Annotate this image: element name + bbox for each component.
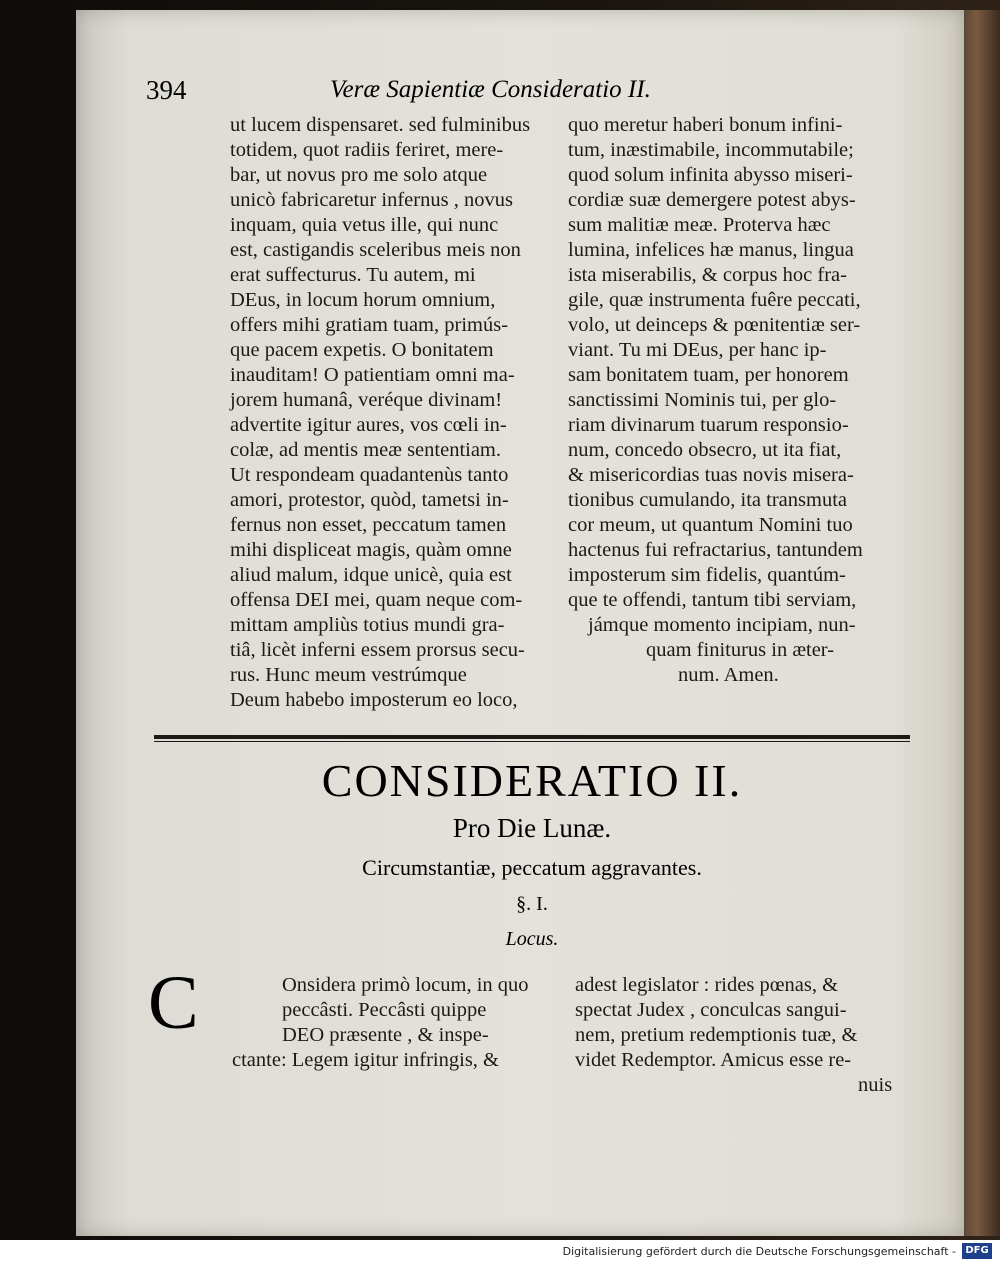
text-line: inauditam! O patientiam omni ma- bbox=[230, 364, 515, 386]
footer-credit: Digitalisierung gefördert durch die Deutsche Forschungsgemeinschaft - bbox=[562, 1245, 956, 1258]
text-line: mihi displiceat magis, quàm omne bbox=[230, 539, 512, 561]
dfg-logo: DFG bbox=[962, 1243, 992, 1259]
text-line: spectat Judex , conculcas sangui- bbox=[575, 999, 847, 1021]
text-line: mittam ampliùs totius mundi gra- bbox=[230, 614, 505, 636]
text-line: tionibus cumulando, ita transmuta bbox=[568, 489, 847, 511]
text-line: Deum habebo imposterum eo loco, bbox=[230, 689, 518, 711]
section-subtitle: Pro Die Lunæ. bbox=[452, 813, 612, 843]
text-line: tiâ, licèt inferni essem prorsus secu- bbox=[230, 639, 525, 661]
text-line: volo, ut deinceps & pœnitentiæ ser- bbox=[568, 314, 861, 336]
text-line: sanctissimi Nominis tui, per glo- bbox=[568, 389, 837, 411]
text-line: tum, inæstimabile, incommutabile; bbox=[568, 139, 854, 161]
text-line: DEus, in locum horum omnium, bbox=[230, 289, 496, 311]
text-line: nem, pretium redemptionis tuæ, & bbox=[575, 1024, 858, 1046]
text-line: DEO præsente , & inspe- bbox=[282, 1024, 489, 1046]
text-line: lumina, infelices hæ manus, lingua bbox=[568, 239, 854, 261]
text-line: viant. Tu mi DEus, per hanc ip- bbox=[568, 339, 827, 361]
text-line: ista miserabilis, & corpus hoc fra- bbox=[568, 264, 847, 286]
text-line: gile, quæ instrumenta fuêre peccati, bbox=[568, 289, 861, 311]
text-line: unicò fabricaretur infernus , novus bbox=[230, 189, 513, 211]
text-line: amori, protestor, quòd, tametsi in- bbox=[230, 489, 509, 511]
text-line: sum malitiæ meæ. Proterva hæc bbox=[568, 214, 831, 236]
text-line: Ut respondeam quadantenùs tanto bbox=[230, 464, 509, 486]
text-line: offensa DEI mei, quam neque com- bbox=[230, 589, 523, 611]
text-line: quam finiturus in æter- bbox=[646, 639, 835, 661]
text-line: hactenus fui refractarius, tantundem bbox=[568, 539, 863, 561]
section-heading: Circumstantiæ, peccatum aggravantes. bbox=[362, 855, 702, 880]
text-line: quo meretur haberi bonum infini- bbox=[568, 114, 843, 136]
text-line: imposterum sim fidelis, quantúm- bbox=[568, 564, 846, 586]
text-line: ctante: Legem igitur infringis, & bbox=[232, 1049, 500, 1071]
drop-cap: C bbox=[148, 961, 199, 1045]
text-line: est, castigandis sceleribus meis non bbox=[230, 239, 521, 261]
text-line: peccâsti. Peccâsti quippe bbox=[282, 999, 487, 1021]
text-line: jorem humanâ, veréque divinam! bbox=[230, 389, 503, 411]
text-line: ut lucem dispensaret. sed fulminibus bbox=[230, 114, 531, 136]
running-head: Veræ Sapientiæ Consideratio II. bbox=[330, 76, 651, 103]
text-line: num, concedo obsecro, ut ita fiat, bbox=[568, 439, 842, 461]
book-page-edge bbox=[964, 10, 1000, 1236]
text-line: que te offendi, tantum tibi serviam, bbox=[568, 589, 857, 611]
text-line: cor meum, ut quantum Nomini tuo bbox=[568, 514, 853, 536]
text-line: aliud malum, idque unicè, quia est bbox=[230, 564, 512, 586]
text-line: riam divinarum tuarum responsio- bbox=[568, 414, 849, 436]
section-divider-thick bbox=[154, 735, 910, 739]
text-line: offers mihi gratiam tuam, primús- bbox=[230, 314, 509, 336]
text-line: sam bonitatem tuam, per honorem bbox=[568, 364, 849, 386]
footer-bar bbox=[0, 1240, 1000, 1264]
text-line: Onsidera primò locum, in quo bbox=[282, 974, 529, 996]
text-line: & misericordias tuas novis misera- bbox=[568, 464, 854, 486]
text-line: jámque momento incipiam, nun- bbox=[588, 614, 856, 636]
section-title: CONSIDERATIO II. bbox=[321, 755, 743, 806]
text-line: rus. Hunc meum vestrúmque bbox=[230, 664, 467, 686]
text-line: num. Amen. bbox=[678, 664, 779, 686]
subsection-title: Locus. bbox=[505, 928, 559, 950]
text-line: erat suffecturus. Tu autem, mi bbox=[230, 264, 476, 286]
section-divider-thin bbox=[154, 741, 910, 742]
text-line: que pacem expetis. O bonitatem bbox=[230, 339, 494, 361]
text-line: totidem, quot radiis feriret, mere- bbox=[230, 139, 504, 161]
paragraph-mark: §. I. bbox=[516, 893, 548, 915]
text-line: adest legislator : rides pœnas, & bbox=[575, 974, 839, 996]
text-line: videt Redemptor. Amicus esse re- bbox=[575, 1049, 852, 1071]
page-number: 394 bbox=[146, 75, 187, 105]
text-line: inquam, quia vetus ille, qui nunc bbox=[230, 214, 499, 236]
text-line: cordiæ suæ demergere potest abys- bbox=[568, 189, 856, 211]
text-line: nuis bbox=[858, 1074, 893, 1096]
text-line: fernus non esset, peccatum tamen bbox=[230, 514, 507, 536]
text-line: advertite igitur aures, vos cœli in- bbox=[230, 414, 507, 436]
text-line: quod solum infinita abysso miseri- bbox=[568, 164, 853, 186]
text-line: bar, ut novus pro me solo atque bbox=[230, 164, 488, 186]
text-line: colæ, ad mentis meæ sententiam. bbox=[230, 439, 502, 461]
